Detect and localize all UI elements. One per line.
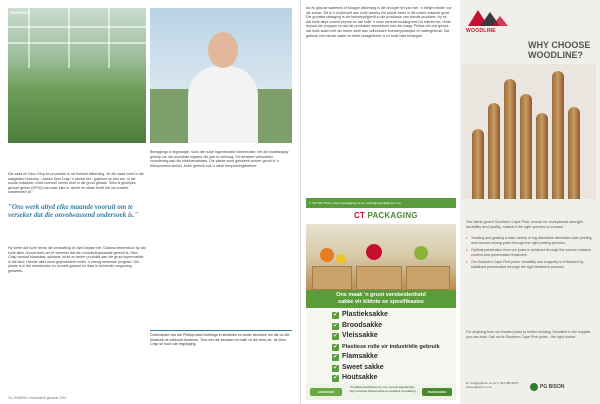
woodline-outro: For anything from our treated poles to timber building, Woodline is the supplier you can trust. Call us for Southern Cape Pine poles - the right choice. <box>466 330 591 339</box>
page-fold <box>300 0 301 404</box>
pull-quote: "Ons werk altyd elke maande vooruit om te verseker dat die onvolwassend ondersoek is." <box>8 203 139 220</box>
ad-contact-bar: T: 021 551 8700 | www.ctpackaging.co.za | sales@ctpackaging.co.za <box>306 198 456 208</box>
woodline-intro: Our latest grown Southern Cape Pine, known for exceptional strength, durability and quality, makes it the right species to choose. <box>466 220 584 229</box>
pg-bison-logo-icon <box>530 383 538 391</box>
list-item: ✓ Vleissakke <box>332 332 378 339</box>
check-icon: ✓ <box>332 375 339 381</box>
list-item: • Treating and grading a wide variety of log diameters eliminates over-peeling and ensures strong poles through the right peeling process. <box>466 236 594 245</box>
woodline-bullets <box>466 236 594 272</box>
check-icon: ✓ <box>332 364 339 371</box>
woodline-logo-icon <box>466 6 510 28</box>
list-item: ✓ Plastieksakke <box>332 311 388 318</box>
list-item: ✓ Broodsakke <box>332 321 383 329</box>
product-list <box>332 310 442 384</box>
ad-footer-text: Produkte beskikbaar by ons voorste afgehandel - Agri Grootste Papierwerke en kwaliteit verpakking. <box>349 385 417 393</box>
list-item: • Our Southern Cape Pine poles' durability and longevity is enhanced by stabilized preservative through the right treatment process. <box>466 260 594 269</box>
article-body-col2: Beleggings in tegnologie, soos die nuwe lugverkoelde kweekhuise, het die maatskappy gehelp om die produksie regdeur die jaar te verhoog. Dit verseker volhoubare voorsiening aan die kleinhandelaars. Die plante word gekweek sonder grond in 'n hidroponiese stelsel. Hulle gebruik ook 'n sterk besproeiingsbeheer. <box>150 150 289 168</box>
page-footer: 24 | NAMPAK Groentebrief januarie 2022 <box>8 396 67 400</box>
list-item: ✓ Plastiese rolle vir industriële gebruik <box>332 343 440 350</box>
farmer-portrait <box>150 8 292 143</box>
pg-bison-logo: PG BISON <box>540 384 565 390</box>
section-tag: GROENTE <box>10 10 30 15</box>
ct-packaging-logo: CT PACKAGING <box>354 211 418 220</box>
ad-footer <box>306 384 456 400</box>
woodline-headline: WHY CHOOSE WOODLINE? <box>528 40 591 60</box>
check-icon: ✓ <box>332 343 339 350</box>
info-box: Onderskrive van die Philippi stad boeitings in stedelike en ander structuur om die ou die blosburk de tuinbouk besteme. 'Ons vier die bestaan en hulle vir die werk uit,' sê Dew Crisp se hoof van regstyging. <box>150 330 292 380</box>
photo-caption: Die saad en Dew Crisp se produksie is uit Holland afkomstig. Vir die saad moet in die sakgebied hoekstry - waarin Dew Crisp 'n aantal het - gaphurs se dan toe. In die soods ontwikkel, moet hoeveel neemt droit in die groot gesaai. "Wes is geselpes geraan geleer (GPIG) ma maar elke is' almelt en skiwe ferelt elk' om koarbe vastiemdert af." <box>8 172 144 195</box>
woodline-brand: WOODLINE <box>466 28 496 34</box>
article-body-right: As ek glas se watermis of boogde afkomstig is die droogte het van hier. 'n bietjie minder oor die somer. Dit is 'n dryfskroef aan hulle waarby hul plante beter in die koeler maande groei. Die grootste uitdaging is die teenstrydigheid in die produksie van hierdie produkte. Hy sê dat hulle altyd vooruit beplan en dat hulle 'n noue werkverhouding met hul kliënte het. Hulle bepaal die program so dat die produksie ooreenkom met die vraag. Philips het ook gewys dat hulle saam met die boere werk aan volhoubare boerderypraktyke en watergebruik. Die gebruik van minder water en beter plaagbeheer is vir hulle baie belangrik. <box>306 6 452 38</box>
produce-photo <box>306 224 456 290</box>
timber-poles-photo <box>462 64 596 199</box>
packaging-logo: PACKAGING <box>422 388 452 396</box>
list-item: ✓ Sweet sakke <box>332 363 384 371</box>
list-item: ✓ Houtsakke <box>332 374 378 381</box>
check-icon: ✓ <box>332 322 339 329</box>
agrifarm-logo: AGRIFARM <box>310 388 342 396</box>
ad-banner: Ons maak 'n groot verskeidenheid sakke vir kliënte se spesifikasies <box>306 290 456 308</box>
list-item: ✓ Flamsakke <box>332 353 378 360</box>
check-icon: ✓ <box>332 333 339 339</box>
woodline-contact: E: info@pgbison.co.za T: 044 382 6015 www.pgbison.co.za <box>466 381 519 389</box>
ct-packaging-ad <box>306 198 456 400</box>
article-body-col1: Hy vertel dat hulle reeds die verskaffing vir April beplan het. Daarna beklemtoon hy dat hulle alles vooruit werk om te verseker dat die voorsieningskanale gereed is. Dew Crisp verskaf blaarslaai, spinasie, kruie en ander produkte aan die groot supermarkte in die land. Hierdie alles word geproduseer onder 'n streng beheerde program. Die plante is in die kweekhuise en tunnels geplant en daar in beheerde omgewing gekweek. <box>8 246 146 273</box>
check-icon: ✓ <box>332 312 339 318</box>
check-icon: ✓ <box>332 354 339 360</box>
list-item: • Optimal penetration from our poles is achieved through the correct moisture content and preservative treatment. <box>466 248 594 257</box>
greenhouse-photo <box>8 8 146 143</box>
woodline-ad <box>460 0 600 404</box>
